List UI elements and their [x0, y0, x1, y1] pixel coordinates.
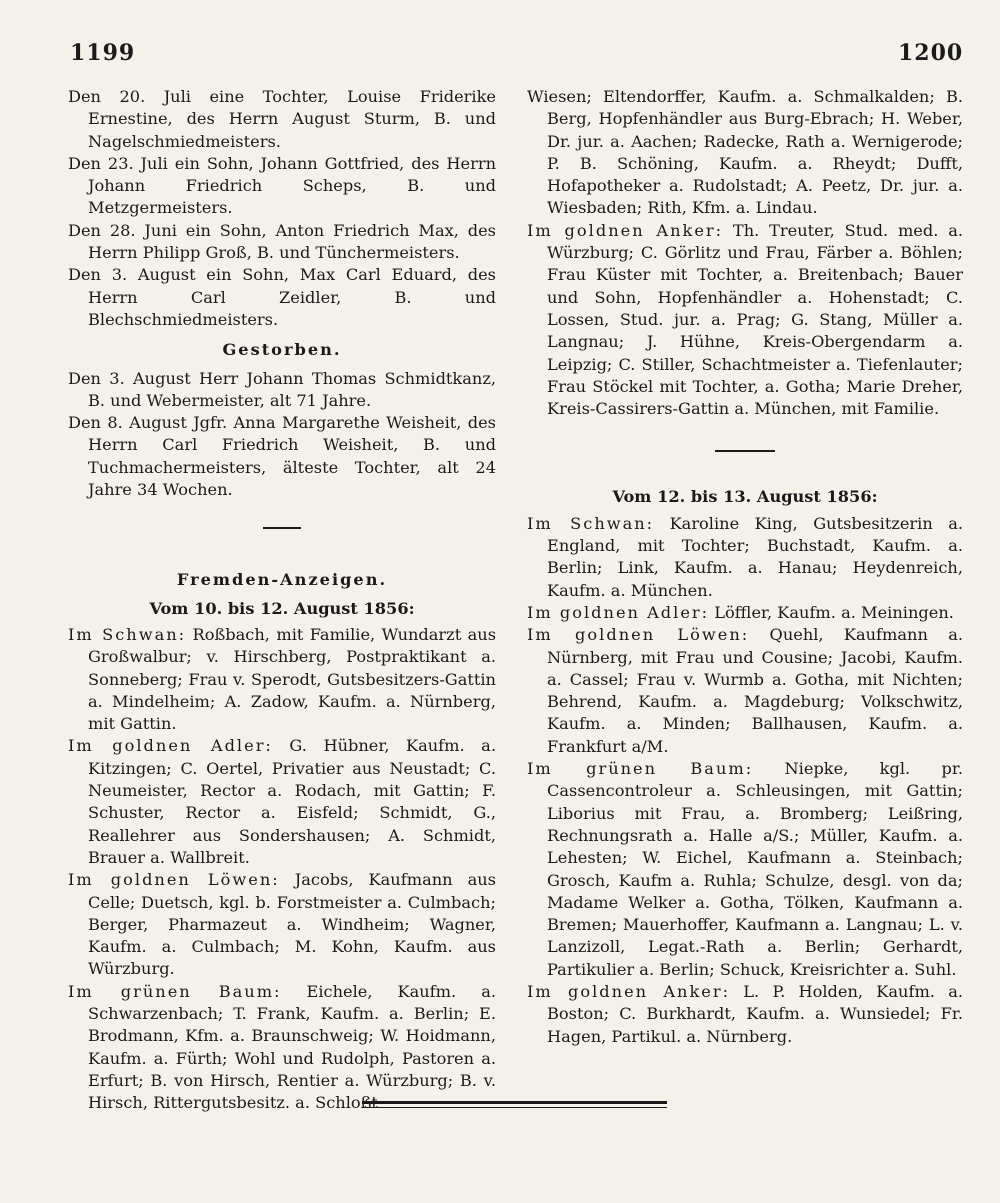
- hotel-guests: Th. Treuter, Stud. med. a. Würzburg; C. Görlitz und Frau, Färber a. Böhlen; Frau Küster mit Tochter, a. Breitenbach; Bauer und Sohn, Hopfenhändler a. Hohenstadt; C. Lossen, Stud. jur. a. Prag; G. Stang, Müller a. Langnau; J. Hühne, Kreis-Obergendarm a. Leipzig; C. Stiller, Schachtmeister a. Tiefenlauter; Frau Stöckel mit Tochter, a. Gotha; Marie Dreher, Kreis-Cassirers-Gattin a. München, mit Familie.: [547, 220, 963, 419]
- hotel-entry: [527, 624, 963, 758]
- death-entry: Den 3. August Herr Johann Thomas Schmidtkanz, B. und Webermeister, alt 71 Jahre.: [68, 368, 496, 410]
- hotel-entry: [527, 758, 963, 981]
- hotel-entry: [68, 981, 496, 1115]
- hotel-guests: L. P. Holden, Kaufm. a. Boston; C. Burkhardt, Kaufm. a. Wunsiedel; Fr. Hagen, Partikul. a. Nürnberg.: [547, 981, 963, 1046]
- hotel-guests: Roßbach, mit Familie, Wundarzt aus Großwalbur; v. Hirschberg, Postpraktikant a. Sonneberg; Frau v. Sperodt, Gutsbesitzers-Gattin a. Mindelheim; A. Zadow, Kaufm. a. Nürnberg, mit Gattin.: [88, 624, 496, 734]
- left-column: [68, 86, 496, 1114]
- visitors-heading: Fremden-Anzeigen.: [176, 570, 388, 590]
- end-rule: [362, 1101, 667, 1104]
- birth-entry: Den 3. August ein Sohn, Max Carl Eduard, des Herrn Carl Zeidler, B. und Blechschmiedmeisters.: [68, 265, 496, 329]
- page-number-left: 1199: [70, 40, 136, 66]
- hotel-name: Im Schwan:: [68, 624, 187, 644]
- hotel-guests: G. Hübner, Kaufm. a. Kitzingen; C. Oertel, Privatier aus Neustadt; C. Neumeister, Rector a. Rodach, mit Gattin; F. Schuster, Rector a. Eisfeld; Schmidt, G., Reallehrer aus Sondershausen; A. Schmidt, Brauer a. Wallbreit.: [88, 736, 496, 867]
- date-heading: Vom 12. bis 13. August 1856:: [612, 487, 878, 507]
- hotel-entry: [68, 735, 496, 869]
- hotel-name: Im grünen Baum:: [68, 981, 282, 1001]
- hotel-guests: Jacobs, Kaufmann aus Celle; Duetsch, kgl. b. Forstmeister a. Culmbach; Berger, Pharmazeut a. Windheim; Wagner, Kaufm. a. Culmbach; M. Kohn, Kaufm. aus Würzburg.: [88, 870, 496, 979]
- deaths-heading: Gestorben.: [222, 340, 342, 360]
- hotel-name: Im Schwan:: [527, 513, 655, 533]
- hotel-entry: [527, 513, 963, 602]
- hotel-name: Im grünen Baum:: [527, 759, 754, 779]
- date-heading: Vom 10. bis 12. August 1856:: [149, 598, 415, 618]
- right-column: [527, 86, 963, 1048]
- hotel-entry: [527, 220, 963, 421]
- continued-entry: Wiesen; Eltendorffer, Kaufm. a. Schmalkalden; B. Berg, Hopfenhändler aus Burg-Ebrach; H. Weber, Dr. jur. a. Aachen; Radecke, Rath a. Wernigerode; P. B. Schöning, Kaufm. a. Rheydt; Dufft, Hofapotheker a. Rudolstadt; A. Peetz, Dr. jur. a. Wiesbaden; Rith, Kfm. a. Lindau.: [527, 87, 963, 218]
- end-rule-thin: [362, 1107, 667, 1108]
- death-entry: Den 8. August Jgfr. Anna Margarethe Weisheit, des Herrn Carl Friedrich Weisheit, B. und Tuchmachermeisters, älteste Tochter, alt 24 Jahre 34 Wochen.: [68, 413, 496, 500]
- hotel-name: Im goldnen Adler:: [527, 602, 710, 622]
- page-number-right: 1200: [898, 40, 964, 66]
- hotel-name: Im goldnen Anker:: [527, 981, 731, 1001]
- birth-entry: Den 20. Juli eine Tochter, Louise Friderike Ernestine, des Herrn August Sturm, B. und Nagelschmiedmeisters.: [68, 87, 496, 151]
- hotel-entry: [527, 981, 963, 1048]
- hotel-name: Im goldnen Löwen:: [527, 625, 750, 645]
- birth-entry: Den 23. Juli ein Sohn, Johann Gottfried, des Herrn Johann Friedrich Scheps, B. und Metzgermeisters.: [68, 153, 496, 218]
- birth-entry: Den 28. Juni ein Sohn, Anton Friedrich Max, des Herrn Philipp Groß, B. und Tünchermeisters.: [68, 220, 496, 263]
- hotel-guests: Quehl, Kaufmann a. Nürnberg, mit Frau und Cousine; Jacobi, Kaufm. a. Cassel; Frau v. Wurmb a. Gotha, mit Nichten; Behrend, Kaufm. a. Magdeburg; Volkschwitz, Kaufm. a. Minden; Ballhausen, Kaufm. a. Frankfurt a/M.: [547, 625, 963, 756]
- hotel-guests: Löffler, Kaufm. a. Meiningen.: [709, 602, 954, 622]
- section-divider: [263, 527, 301, 529]
- hotel-name: Im goldnen Anker:: [527, 220, 724, 240]
- hotel-guests: Eichele, Kaufm. a. Schwarzenbach; T. Frank, Kaufm. a. Berlin; E. Brodmann, Kfm. a. Braunschweig; W. Hoidmann, Kaufm. a. Fürth; Wohl und Rudolph, Pastoren a. Erfurt; B. von Hirsch, Rentier a. Würzburg; B. v. Hirsch, Rittergutsbesitz. a. Schloßt: [88, 981, 496, 1113]
- section-divider: [715, 450, 775, 452]
- hotel-guests: Niepke, kgl. pr. Cassencontroleur a. Schleusingen, mit Gattin; Liborius mit Frau, a. Bromberg; Leißring, Rechnungsrath a. Halle a/S.; Müller, Kaufm. a. Lehesten; W. Eichel, Kaufmann a. Steinbach; Grosch, Kaufm a. Ruhla; Schulze, desgl. von da; Madame Welker a. Gotha, Tölken, Kaufmann a. Bremen; Mauerhoffer, Kaufmann a. Langnau; L. v. Lanzizoll, Legat.-Rath a. Berlin; Gerhardt, Partikulier a. Berlin; Schuck, Kreisrichter a. Suhl.: [547, 759, 963, 979]
- hotel-name: Im goldnen Löwen:: [68, 870, 280, 890]
- hotel-guests: Karoline King, Gutsbesitzerin a. England, mit Tochter; Buchstadt, Kaufm. a. Berlin; Link, Kaufm. a. Hanau; Heydenreich, Kaufm. a. München.: [547, 513, 963, 600]
- hotel-entry: [527, 602, 963, 624]
- hotel-name: Im goldnen Adler:: [68, 736, 273, 756]
- hotel-entry: [68, 869, 496, 980]
- hotel-entry: [68, 624, 496, 735]
